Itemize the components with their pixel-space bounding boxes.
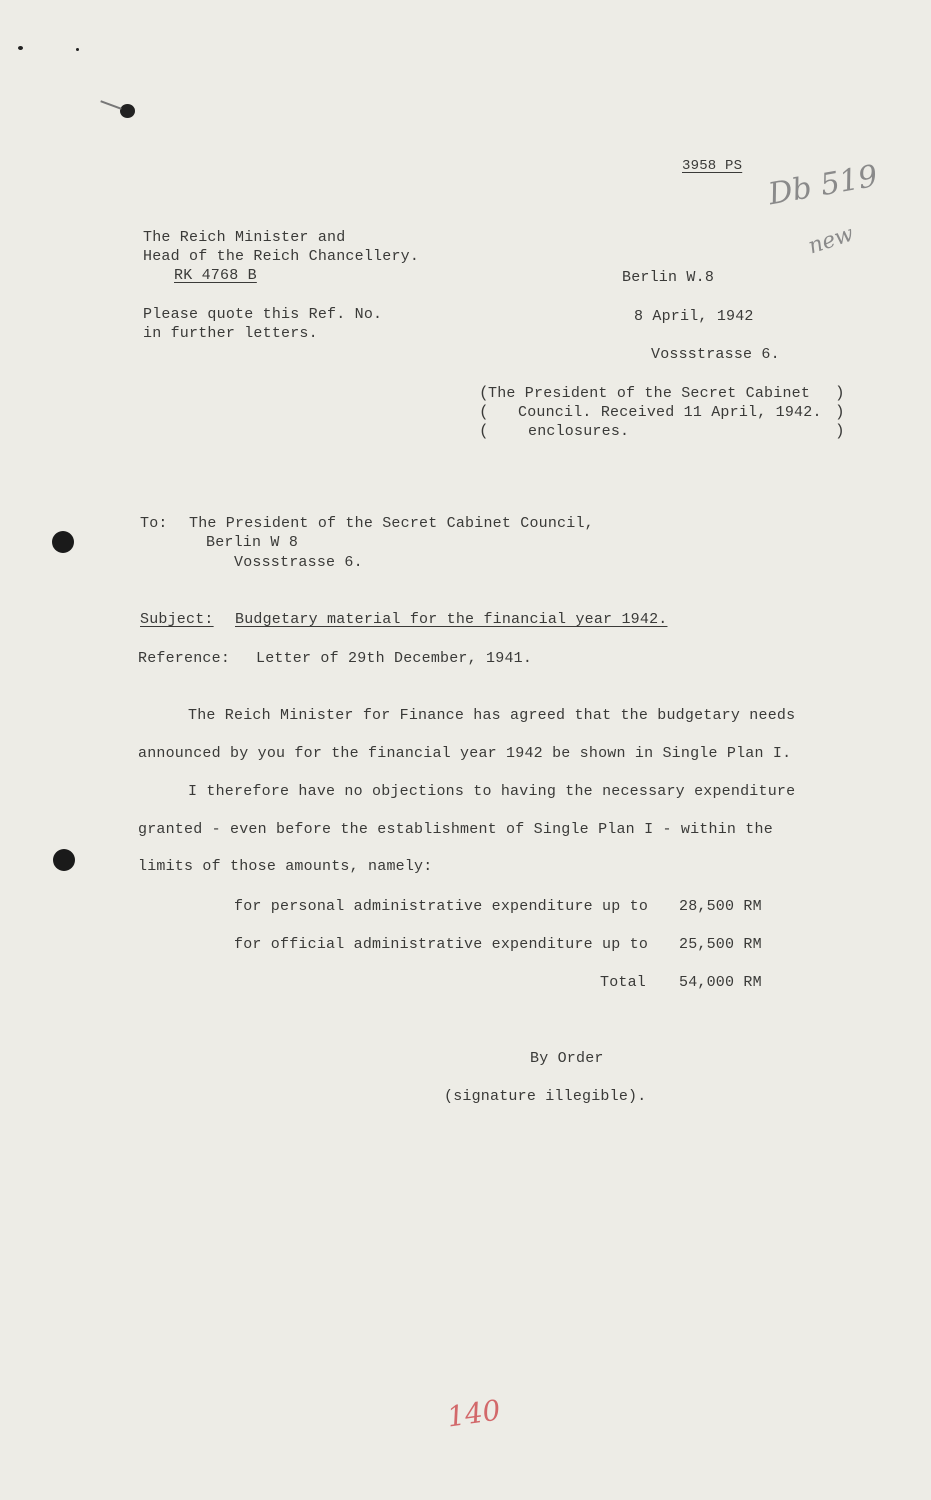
body-paragraph-2-line-1: I therefore have no objections to having the necessary expenditure xyxy=(188,783,796,800)
quote-instruction-1: Please quote this Ref. No. xyxy=(143,306,383,323)
reference-label: Reference: xyxy=(138,650,231,667)
ink-stroke xyxy=(100,100,121,109)
punch-hole-bottom xyxy=(53,849,75,871)
paren-right-3: ) xyxy=(835,422,845,440)
handwritten-archive-number: Db 519 xyxy=(765,158,881,213)
handwritten-page-number: 140 xyxy=(444,1393,503,1434)
body-paragraph-2-line-2: granted - even before the establishment of Single Plan I - within the xyxy=(138,821,773,838)
recipient-line-3: Vossstrasse 6. xyxy=(234,554,363,571)
handwritten-note: new xyxy=(805,221,857,260)
letter-date: 8 April, 1942 xyxy=(634,308,754,325)
expenditure-amount-official: 25,500 RM xyxy=(679,936,762,953)
paren-right-2: ) xyxy=(835,403,845,421)
by-order: By Order xyxy=(530,1050,604,1067)
total-amount: 54,000 RM xyxy=(679,974,762,991)
signature-note: (signature illegible). xyxy=(444,1088,647,1105)
expenditure-amount-personal: 28,500 RM xyxy=(679,898,762,915)
paren-left-1: ( xyxy=(479,384,489,402)
punch-hole-top xyxy=(52,531,74,553)
sender-line-1: The Reich Minister and xyxy=(143,229,346,246)
paren-left-3: ( xyxy=(479,422,489,440)
place-city: Berlin W.8 xyxy=(622,269,715,286)
total-label: Total xyxy=(600,974,647,991)
expenditure-label-official: for official administrative expenditure up to xyxy=(234,936,649,953)
subject-label: Subject: xyxy=(140,611,214,628)
ink-speck xyxy=(18,46,23,50)
place-street: Vossstrasse 6. xyxy=(651,346,780,363)
quote-instruction-2: in further letters. xyxy=(143,325,318,342)
recipient-line-1: The President of the Secret Cabinet Council, xyxy=(189,515,594,532)
receipt-note-line-1: The President of the Secret Cabinet xyxy=(488,385,811,402)
sender-line-2: Head of the Reich Chancellery. xyxy=(143,248,420,265)
paren-right-1: ) xyxy=(835,384,845,402)
receipt-note-line-3: enclosures. xyxy=(528,423,630,440)
reference-text: Letter of 29th December, 1941. xyxy=(256,650,533,667)
recipient-line-2: Berlin W 8 xyxy=(206,534,299,551)
recipient-label: To: xyxy=(140,515,168,532)
ink-speck xyxy=(76,48,79,51)
body-paragraph-1-line-1: The Reich Minister for Finance has agreed that the budgetary needs xyxy=(188,707,796,724)
expenditure-label-personal: for personal administrative expenditure up to xyxy=(234,898,649,915)
paren-left-2: ( xyxy=(479,403,489,421)
subject-text: Budgetary material for the financial year 1942. xyxy=(235,611,668,628)
sender-reference: RK 4768 B xyxy=(174,267,257,284)
document-number: 3958 PS xyxy=(682,158,743,174)
body-paragraph-2-line-3: limits of those amounts, namely: xyxy=(138,858,433,875)
body-paragraph-1-line-2: announced by you for the financial year 1942 be shown in Single Plan I. xyxy=(138,745,792,762)
ink-speck xyxy=(120,104,135,118)
receipt-note-line-2: Council. Received 11 April, 1942. xyxy=(518,404,822,421)
